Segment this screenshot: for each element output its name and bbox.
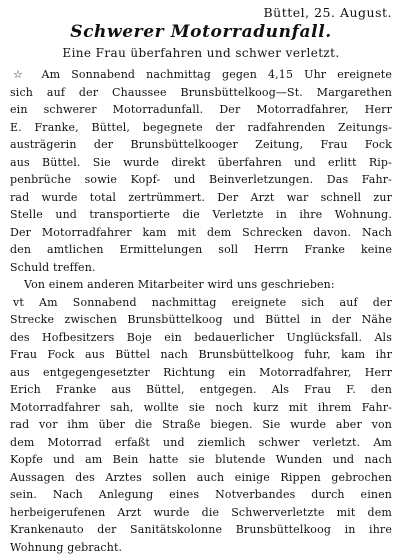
text-line: des Hofbesitzers Boje ein bedauerlicher Unglücksfall. Als <box>10 329 392 347</box>
text-line: Strecke zwischen Brunsbüttelkoog und Büttel in der Nähe <box>10 311 392 329</box>
text-line: ein schwerer Motorradunfall. Der Motorradfahrer, Herr <box>10 101 392 119</box>
text-line: vt Am Sonnabend nachmittag ereignete sich auf der <box>10 294 392 312</box>
dateline: Büttel, 25. August. <box>10 4 392 21</box>
text-line: ☆ Am Sonnabend nachmittag gegen 4,15 Uhr ereignete <box>10 66 392 84</box>
text-line: sich auf der Chaussee Brunsbüttelkoog—St. Margarethen <box>10 84 392 102</box>
text-line: Schuld treffen. <box>10 259 392 277</box>
text-line: penbrüche sowie Kopf- und Beinverletzungen. Das Fahr- <box>10 171 392 189</box>
text-line: Stelle und transportierte die Verletzte in ihre Wohnung. <box>10 206 392 224</box>
text-line: sein. Nach Anlegung eines Notverbandes durch einen <box>10 486 392 504</box>
text-line: Frau Fock aus Büttel nach Brunsbüttelkoog fuhr, kam ihr <box>10 346 392 364</box>
text-line: E. Franke, Büttel, begegnete der radfahrenden Zeitungs- <box>10 119 392 137</box>
text-line: Der Motorradfahrer kam mit dem Schrecken davon. Nach <box>10 224 392 242</box>
article-paragraph-2 <box>10 276 392 294</box>
text-line: Krankenauto der Sanitätskolonne Brunsbüttelkoog in ihre <box>10 521 392 539</box>
text-line: rad wurde total zertrümmert. Der Arzt war schnell zur <box>10 189 392 207</box>
text-line: Von einem anderen Mitarbeiter wird uns geschrieben: <box>10 276 392 294</box>
text-line: den amtlichen Ermittelungen soll Herrn Franke keine <box>10 241 392 259</box>
text-line: rad vor ihm über die Straße biegen. Sie wurde aber von <box>10 416 392 434</box>
text-line: Erich Franke aus Büttel, entgegen. Als Frau F. den <box>10 381 392 399</box>
article-paragraph-3 <box>10 294 392 556</box>
headline: Schwerer Motorradunfall. <box>10 21 392 43</box>
text-line: dem Motorrad erfaßt und ziemlich schwer verletzt. Am <box>10 434 392 452</box>
text-line: austrägerin der Brunsbüttelkooger Zeitung, Frau Fock <box>10 136 392 154</box>
text-line: Aussagen des Arztes sollen auch einige Rippen gebrochen <box>10 469 392 487</box>
text-line: Kopfe und am Bein hatte sie blutende Wunden und nach <box>10 451 392 469</box>
text-line: herbeigerufenen Arzt wurde die Schwerverletzte mit dem <box>10 504 392 522</box>
article-paragraph-1 <box>10 66 392 276</box>
text-line: aus Büttel. Sie wurde direkt überfahren und erlitt Rip- <box>10 154 392 172</box>
subheadline: Eine Frau überfahren und schwer verletzt. <box>10 43 392 63</box>
text-line: Motorradfahrer sah, wollte sie noch kurz mit ihrem Fahr- <box>10 399 392 417</box>
text-line: aus entgegengesetzter Richtung ein Motorradfahrer, Herr <box>10 364 392 382</box>
text-line: Wohnung gebracht. <box>10 539 392 556</box>
